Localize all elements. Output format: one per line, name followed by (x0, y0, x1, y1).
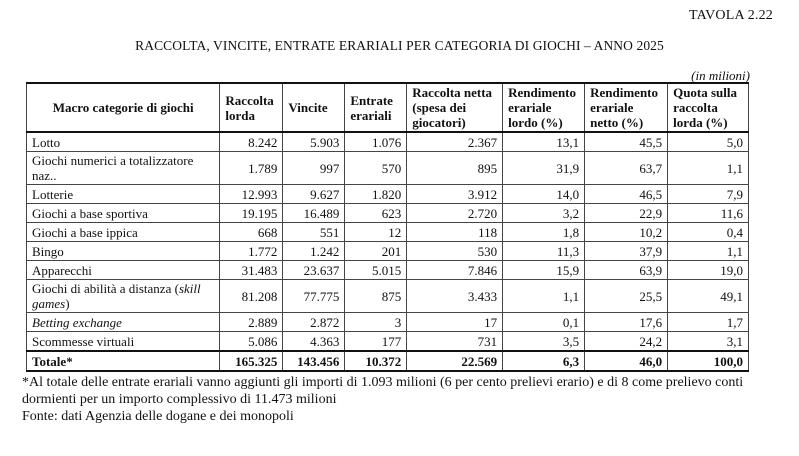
cell-rend-lordo: 15,9 (503, 261, 585, 280)
cell-entrate: 5.015 (345, 261, 407, 280)
cell-rend-lordo: 1,8 (503, 223, 585, 242)
cell-entrate: 201 (345, 242, 407, 261)
table-number: TAVOLA 2.22 (688, 8, 773, 23)
cell-netta: 3.912 (407, 185, 503, 204)
row-label (27, 280, 220, 313)
cell-raccolta: 2.889 (220, 313, 283, 332)
cell-netta: 530 (407, 242, 503, 261)
row-label: Giochi a base sportiva (27, 204, 220, 223)
row-label: Betting exchange (27, 313, 220, 332)
header-raccolta-netta: Raccolta netta (spesa dei giocatori) (407, 83, 503, 132)
row-label: Apparecchi (27, 261, 220, 280)
row-label-end: ) (65, 296, 70, 311)
row-label: Giochi numerici a totalizzatore naz.. (27, 152, 220, 185)
total-rend-lordo: 6,3 (503, 351, 585, 371)
cell-quota: 5,0 (668, 132, 749, 152)
header-entrate-erariali: Entrate erariali (345, 83, 407, 132)
row-label-italic: skill games (32, 281, 201, 311)
total-raccolta: 165.325 (220, 351, 283, 371)
cell-raccolta: 668 (220, 223, 283, 242)
cell-vincite: 5.903 (283, 132, 345, 152)
row-label: Scommesse virtuali (27, 332, 220, 352)
cell-netta: 895 (407, 152, 503, 185)
cell-rend-lordo: 0,1 (503, 313, 585, 332)
cell-vincite: 9.627 (283, 185, 345, 204)
total-vincite: 143.456 (283, 351, 345, 371)
cell-raccolta: 5.086 (220, 332, 283, 352)
header-quota: Quota sulla raccolta lorda (%) (668, 83, 749, 132)
cell-quota: 3,1 (668, 332, 749, 352)
cell-rend-lordo: 14,0 (503, 185, 585, 204)
table-row (27, 313, 749, 332)
table-row (27, 223, 749, 242)
cell-vincite: 1.242 (283, 242, 345, 261)
cell-vincite: 77.775 (283, 280, 345, 313)
cell-netta: 17 (407, 313, 503, 332)
cell-rend-lordo: 3,5 (503, 332, 585, 352)
cell-entrate: 3 (345, 313, 407, 332)
table-row (27, 152, 749, 185)
cell-quota: 1,1 (668, 152, 749, 185)
cell-raccolta: 1.772 (220, 242, 283, 261)
total-rend-netto: 46,0 (585, 351, 668, 371)
unit-label: (in milioni) (691, 68, 750, 83)
data-table (26, 82, 749, 372)
cell-quota: 19,0 (668, 261, 749, 280)
cell-rend-netto: 46,5 (585, 185, 668, 204)
cell-vincite: 4.363 (283, 332, 345, 352)
row-label: Lotterie (27, 185, 220, 204)
cell-raccolta: 19.195 (220, 204, 283, 223)
cell-rend-netto: 63,7 (585, 152, 668, 185)
footnotes (22, 374, 782, 425)
cell-rend-netto: 10,2 (585, 223, 668, 242)
cell-raccolta: 1.789 (220, 152, 283, 185)
cell-vincite: 2.872 (283, 313, 345, 332)
total-row (27, 351, 749, 371)
table-row (27, 280, 749, 313)
cell-rend-netto: 24,2 (585, 332, 668, 352)
row-label: Bingo (27, 242, 220, 261)
table-title: RACCOLTA, VINCITE, ENTRATE ERARIALI PER CATEGORIA DI GIOCHI – ANNO 2025 (135, 38, 664, 53)
cell-vincite: 23.637 (283, 261, 345, 280)
cell-rend-netto: 45,5 (585, 132, 668, 152)
cell-raccolta: 31.483 (220, 261, 283, 280)
table-row (27, 185, 749, 204)
table-row (27, 242, 749, 261)
row-label: Lotto (27, 132, 220, 152)
cell-vincite: 997 (283, 152, 345, 185)
cell-rend-netto: 22,9 (585, 204, 668, 223)
cell-quota: 49,1 (668, 280, 749, 313)
cell-vincite: 551 (283, 223, 345, 242)
total-quota: 100,0 (668, 351, 749, 371)
cell-rend-lordo: 3,2 (503, 204, 585, 223)
table-row (27, 332, 749, 352)
cell-quota: 0,4 (668, 223, 749, 242)
cell-entrate: 177 (345, 332, 407, 352)
total-netta: 22.569 (407, 351, 503, 371)
cell-rend-netto: 17,6 (585, 313, 668, 332)
cell-raccolta: 12.993 (220, 185, 283, 204)
cell-quota: 1,1 (668, 242, 749, 261)
total-label: Totale* (27, 351, 220, 371)
cell-rend-lordo: 1,1 (503, 280, 585, 313)
cell-raccolta: 8.242 (220, 132, 283, 152)
cell-quota: 11,6 (668, 204, 749, 223)
header-raccolta-lorda: Raccolta lorda (220, 83, 283, 132)
table-row (27, 261, 749, 280)
cell-netta: 2.720 (407, 204, 503, 223)
total-entrate: 10.372 (345, 351, 407, 371)
cell-raccolta: 81.208 (220, 280, 283, 313)
cell-netta: 118 (407, 223, 503, 242)
cell-netta: 731 (407, 332, 503, 352)
cell-netta: 7.846 (407, 261, 503, 280)
header-row (27, 83, 749, 132)
cell-quota: 1,7 (668, 313, 749, 332)
cell-entrate: 623 (345, 204, 407, 223)
cell-rend-netto: 37,9 (585, 242, 668, 261)
cell-entrate: 1.076 (345, 132, 407, 152)
cell-entrate: 1.820 (345, 185, 407, 204)
cell-entrate: 12 (345, 223, 407, 242)
cell-netta: 2.367 (407, 132, 503, 152)
cell-entrate: 875 (345, 280, 407, 313)
header-rendimento-lordo: Rendimento erariale lordo (%) (503, 83, 585, 132)
cell-rend-lordo: 31,9 (503, 152, 585, 185)
row-label-main: Giochi di abilità a distanza ( (32, 281, 179, 296)
cell-vincite: 16.489 (283, 204, 345, 223)
header-vincite: Vincite (283, 83, 345, 132)
header-rendimento-netto: Rendimento erariale netto (%) (585, 83, 668, 132)
cell-netta: 3.433 (407, 280, 503, 313)
cell-rend-lordo: 13,1 (503, 132, 585, 152)
table-row (27, 204, 749, 223)
cell-rend-netto: 25,5 (585, 280, 668, 313)
footnote-total: *Al totale delle entrate erariali vanno aggiunti gli importi di 1.093 milioni (6 per cento prelievi erario) e di 8 come prelievo conti dormienti per un importo complessivo di 11.473 milioni (22, 375, 744, 407)
cell-rend-netto: 63,9 (585, 261, 668, 280)
cell-rend-lordo: 11,3 (503, 242, 585, 261)
cell-entrate: 570 (345, 152, 407, 185)
source-note: Fonte: dati Agenzia delle dogane e dei monopoli (22, 409, 294, 424)
row-label: Giochi a base ippica (27, 223, 220, 242)
cell-quota: 7,9 (668, 185, 749, 204)
table-row (27, 132, 749, 152)
header-category: Macro categorie di giochi (27, 83, 220, 132)
